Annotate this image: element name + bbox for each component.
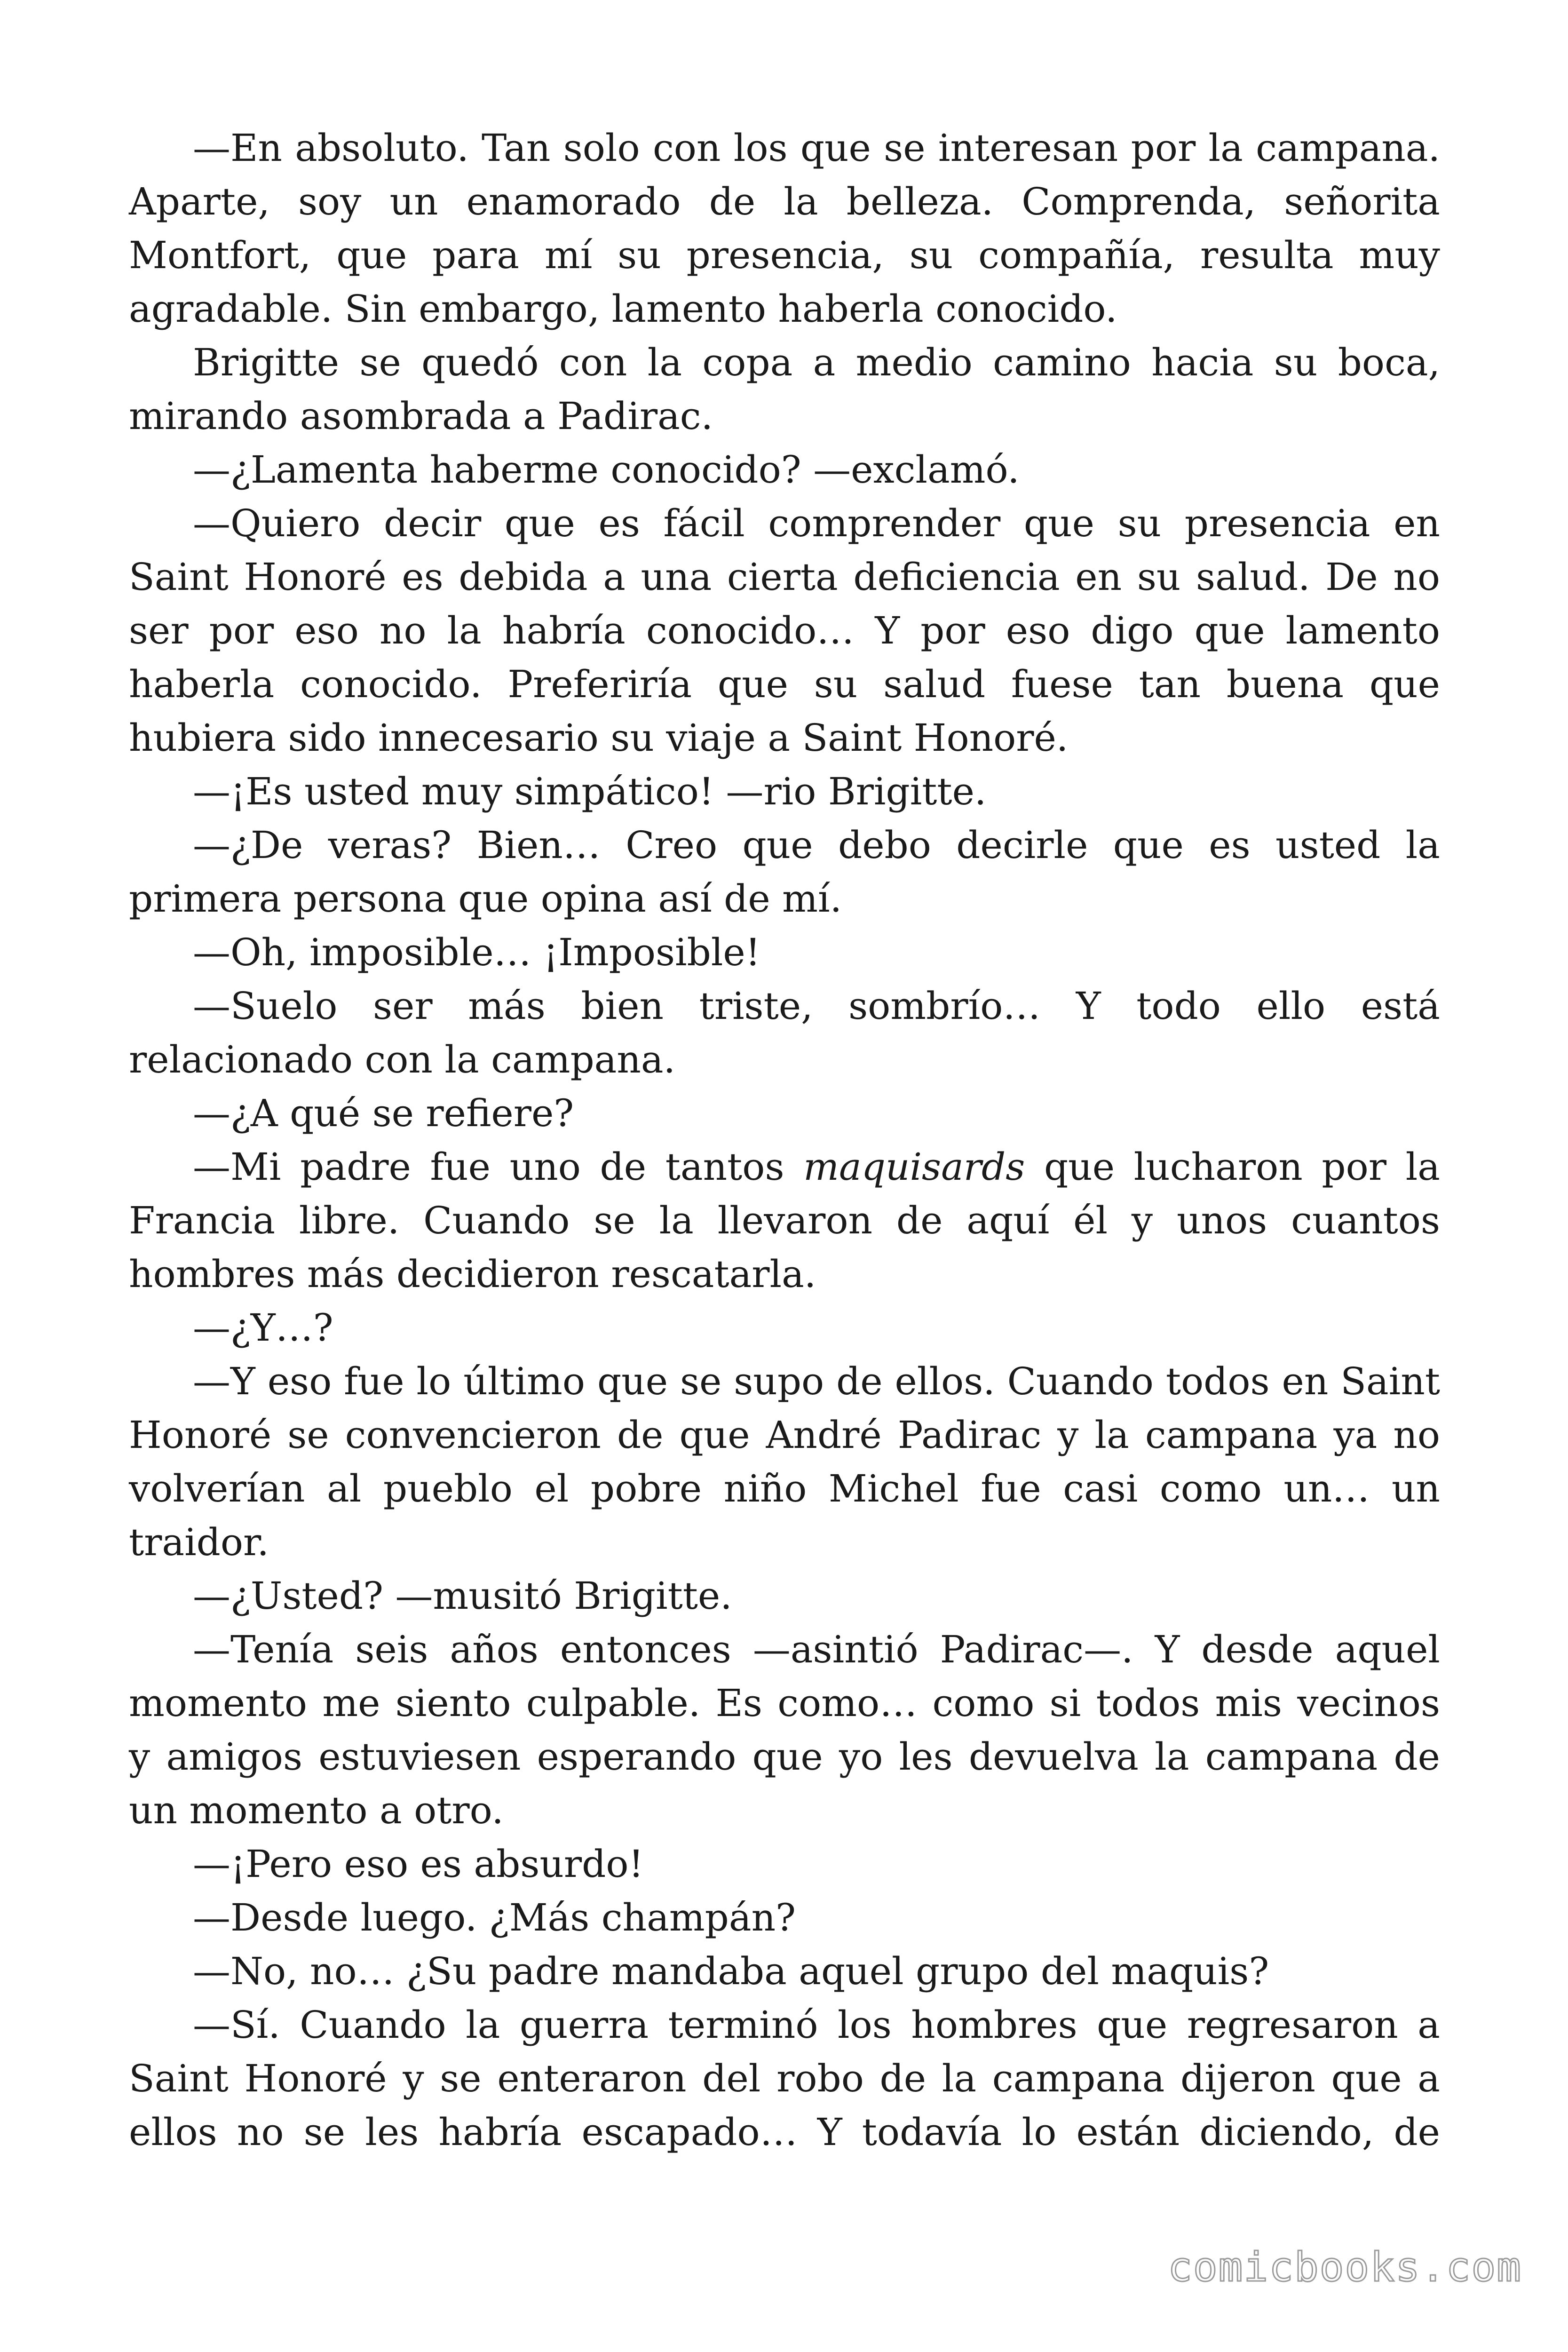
paragraph: —¿A qué se refiere?	[193, 1091, 574, 1135]
paragraph: Brigitte se quedó con la copa a medio camino hacia su boca, mirando asombrada a Padirac.	[129, 341, 1440, 438]
paragraph: —¡Pero eso es absurdo!	[193, 1842, 644, 1886]
paragraph: —¿Y…?	[193, 1306, 333, 1350]
paragraph: —No, no… ¿Su padre mandaba aquel grupo del maquis?	[193, 1949, 1269, 1993]
paragraph	[129, 1140, 1440, 1301]
paragraph: —Sí. Cuando la guerra terminó los hombres que regresaron a Saint Honoré y se enteraron del robo de la campana dijeron que a ellos no se les habría escapado… Y todavía lo están diciendo, de	[129, 2003, 1440, 2154]
paragraph: —Suelo ser más bien triste, sombrío… Y todo ello está relacionado con la campana.	[129, 984, 1440, 1081]
body-text	[129, 121, 1440, 2159]
paragraph: —Quiero decir que es fácil comprender que su presencia en Saint Honoré es debida a una cierta deficiencia en su salud. De no ser por eso no la habría conocido… Y por eso digo que lamento haberla conocido. Preferiría que su salud fuese tan buena que hubiera sido innecesario su viaje a Saint Honoré.	[129, 501, 1440, 760]
paragraph: —Y eso fue lo último que se supo de ellos. Cuando todos en Saint Honoré se convencieron de que André Padirac y la campana ya no volverían al pueblo el pobre niño Michel fue casi como un… un traidor.	[129, 1359, 1440, 1564]
paragraph-text-before: —Mi padre fue uno de tantos	[193, 1145, 804, 1189]
paragraph: —En absoluto. Tan solo con los que se interesan por la campana. Aparte, soy un enamorado de la belleza. Comprenda, señorita Montfort, que para mí su presencia, su compañía, resulta muy agradable. Sin embargo, lamento haberla conocido.	[129, 126, 1440, 331]
paragraph: —Desde luego. ¿Más champán?	[193, 1896, 796, 1939]
paragraph-text-after: que lucharon por la Francia libre. Cuando se la llevaron de aquí él y unos cuantos hombres más decidieron rescatarla.	[129, 1145, 1440, 1296]
paragraph: —¿Usted? —musitó Brigitte.	[193, 1574, 732, 1618]
watermark: comicbooks.com	[1168, 2244, 1522, 2291]
italic-term: maquisards	[803, 1145, 1025, 1189]
paragraph: —¿Lamenta haberme conocido? —exclamó.	[193, 448, 1020, 492]
paragraph: —Oh, imposible… ¡Imposible!	[193, 930, 760, 974]
paragraph: —¿De veras? Bien… Creo que debo decirle que es usted la primera persona que opina así de mí.	[129, 823, 1440, 921]
paragraph: —¡Es usted muy simpático! —rio Brigitte.	[193, 770, 987, 813]
paragraph: —Tenía seis años entonces —asintió Padirac—. Y desde aquel momento me siento culpable. Es como… como si todos mis vecinos y amigos estuviesen esperando que yo les devuelva la campana de un momento a otro.	[129, 1628, 1440, 1832]
